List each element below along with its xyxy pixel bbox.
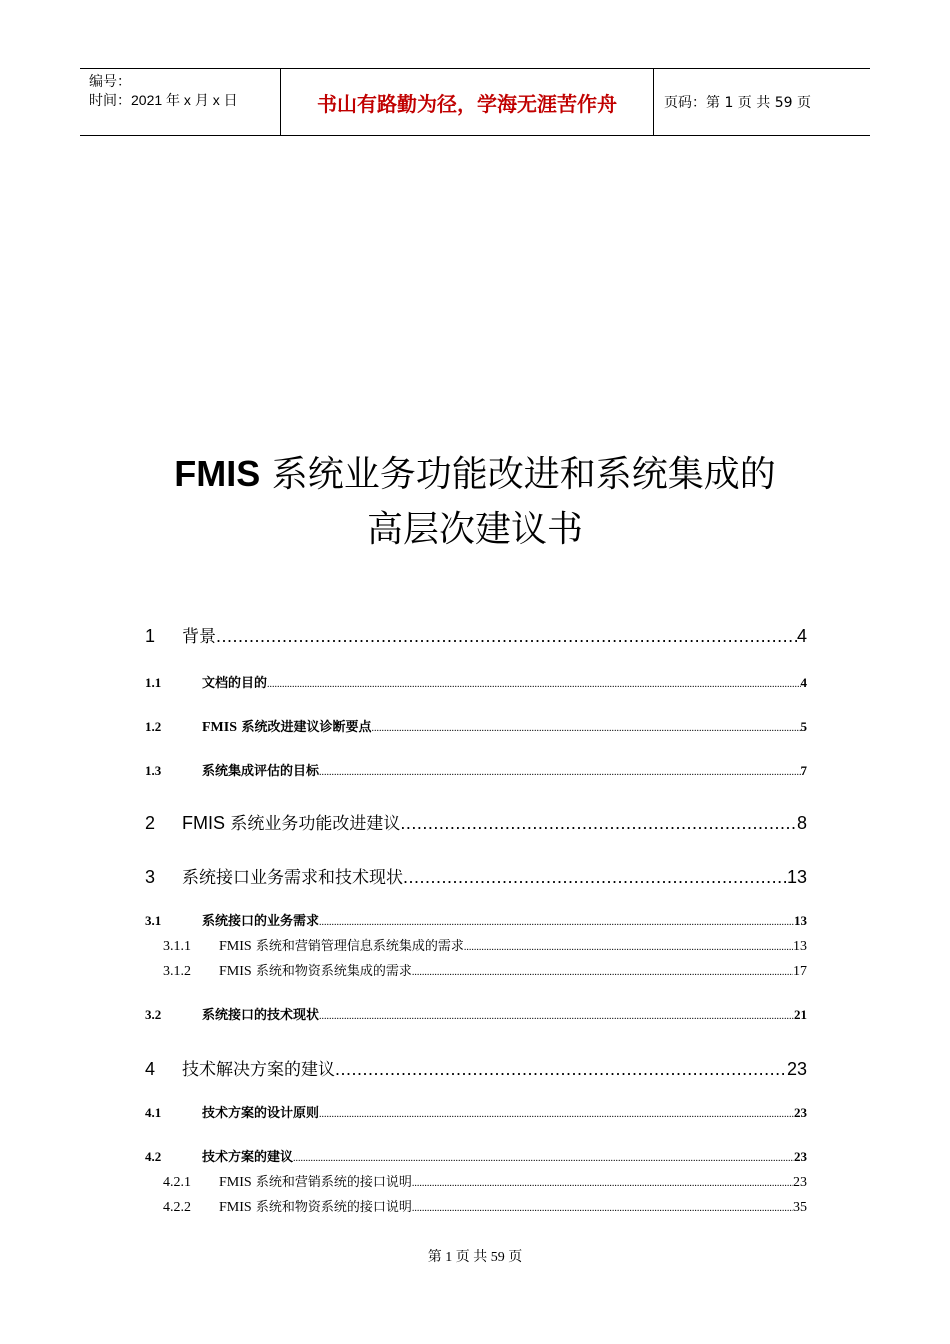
- toc-leader: [319, 917, 794, 928]
- toc-number: 3.1: [145, 913, 162, 928]
- toc-number: 3.1.1: [163, 939, 191, 954]
- toc-entry[interactable]: [145, 960, 807, 980]
- toc-entry[interactable]: [145, 863, 807, 888]
- toc-leader: [293, 1153, 794, 1164]
- toc-title: 系统接口的技术现状: [202, 1008, 320, 1023]
- toc-leader: [412, 1203, 793, 1214]
- toc-number: 3: [145, 867, 156, 887]
- toc-title: FMIS 系统和营销系统的接口说明: [219, 1175, 412, 1190]
- toc-entry[interactable]: [145, 672, 807, 692]
- toc-entry[interactable]: [145, 1171, 807, 1191]
- toc-page-number: 23: [794, 1149, 807, 1164]
- toc-title: FMIS 系统改进建议诊断要点: [202, 720, 372, 735]
- doc-date-label: 时间：2021 年 x 月 x 日: [89, 92, 238, 108]
- toc-entry[interactable]: [145, 1102, 807, 1122]
- toc-leader: [267, 679, 800, 690]
- toc-leader: [319, 1109, 794, 1120]
- toc-title: 文档的目的: [202, 676, 268, 691]
- toc-title: FMIS 系统和物资系统的接口说明: [219, 1200, 412, 1215]
- toc-page-number: 35: [793, 1200, 807, 1215]
- toc-number: 4.2.1: [163, 1175, 191, 1190]
- toc-entry[interactable]: [145, 1196, 807, 1216]
- toc-entry[interactable]: [145, 1004, 807, 1024]
- toc-leader: [319, 767, 800, 778]
- toc-title: 技术方案的设计原则: [202, 1106, 320, 1121]
- title-line-2: 高层次建议书: [366, 509, 583, 550]
- toc-title: 系统接口业务需求和技术现状: [182, 868, 403, 888]
- doc-number-label: 编号：: [89, 73, 131, 89]
- toc-number: 1.1: [145, 675, 162, 690]
- header-page-info: 页码：第 1 页 共 59 页: [664, 95, 811, 111]
- toc-page-number: 13: [794, 913, 807, 928]
- toc-page-number: 23: [793, 1175, 807, 1190]
- toc-title: 背景: [182, 627, 216, 647]
- toc-entry[interactable]: [145, 760, 807, 780]
- toc-page-number: 8: [796, 813, 807, 833]
- toc-title: FMIS 系统和物资系统集成的需求: [219, 964, 412, 979]
- page-footer: 第 1 页 共 59 页: [427, 1250, 523, 1265]
- toc-leader: [412, 1178, 793, 1189]
- toc-number: 4.2: [145, 1149, 162, 1164]
- toc-page-number: 23: [794, 1105, 807, 1120]
- document-title: [80, 446, 870, 557]
- toc-page-number: 13: [793, 939, 807, 954]
- header-meta: [80, 69, 281, 135]
- toc-page-number: 5: [800, 719, 807, 734]
- toc-number: 3.1.2: [163, 964, 191, 979]
- toc-page-number: 7: [800, 763, 807, 778]
- toc-leader: [319, 1011, 794, 1022]
- title-line-1: [80, 446, 870, 502]
- toc-number: 4.1: [145, 1105, 162, 1120]
- toc-entry[interactable]: [145, 935, 807, 955]
- toc-number: 4: [145, 1059, 156, 1079]
- toc-number: 4.2.2: [163, 1200, 191, 1215]
- toc-title: 系统接口的业务需求: [202, 914, 320, 929]
- toc-entry[interactable]: [145, 809, 807, 834]
- toc-title: FMIS 系统业务功能改进建议: [182, 813, 401, 834]
- document-header: [80, 68, 870, 136]
- toc-number: 1.3: [145, 763, 162, 778]
- toc-entry[interactable]: [145, 910, 807, 930]
- toc-page-number: 23: [786, 1059, 807, 1079]
- toc-title: FMIS 系统和营销管理信息系统集成的需求: [219, 939, 464, 954]
- toc-number: 2: [145, 813, 156, 833]
- toc-number: 1: [145, 626, 156, 646]
- toc-number: 1.2: [145, 719, 162, 734]
- toc-entry[interactable]: [145, 716, 807, 736]
- toc-entry[interactable]: [145, 1146, 807, 1166]
- toc-page-number: 13: [786, 867, 807, 887]
- toc-leader: [335, 1059, 787, 1080]
- toc-leader: [412, 967, 793, 978]
- toc-leader: [403, 867, 787, 888]
- toc-number: 3.2: [145, 1007, 162, 1022]
- toc-page-number: 4: [800, 675, 807, 690]
- toc-title: 技术解决方案的建议: [182, 1060, 335, 1080]
- toc-page-number: 17: [793, 964, 807, 979]
- title-latin: FMIS: [174, 453, 261, 494]
- toc-entry[interactable]: [145, 1055, 807, 1080]
- toc-title: 系统集成评估的目标: [202, 764, 320, 779]
- toc-leader: [216, 626, 797, 647]
- toc-entry[interactable]: [145, 622, 807, 647]
- toc-leader: [372, 723, 801, 734]
- toc-page-number: 21: [794, 1007, 807, 1022]
- toc-page-number: 4: [796, 626, 807, 646]
- toc-leader: [464, 942, 793, 953]
- toc-leader: [400, 813, 797, 834]
- title-line-1-text: 系统业务功能改进和系统集成的: [260, 454, 776, 495]
- header-motto: 书山有路勤为径，学海无涯苦作舟: [281, 69, 654, 135]
- toc-title: 技术方案的建议: [202, 1150, 294, 1165]
